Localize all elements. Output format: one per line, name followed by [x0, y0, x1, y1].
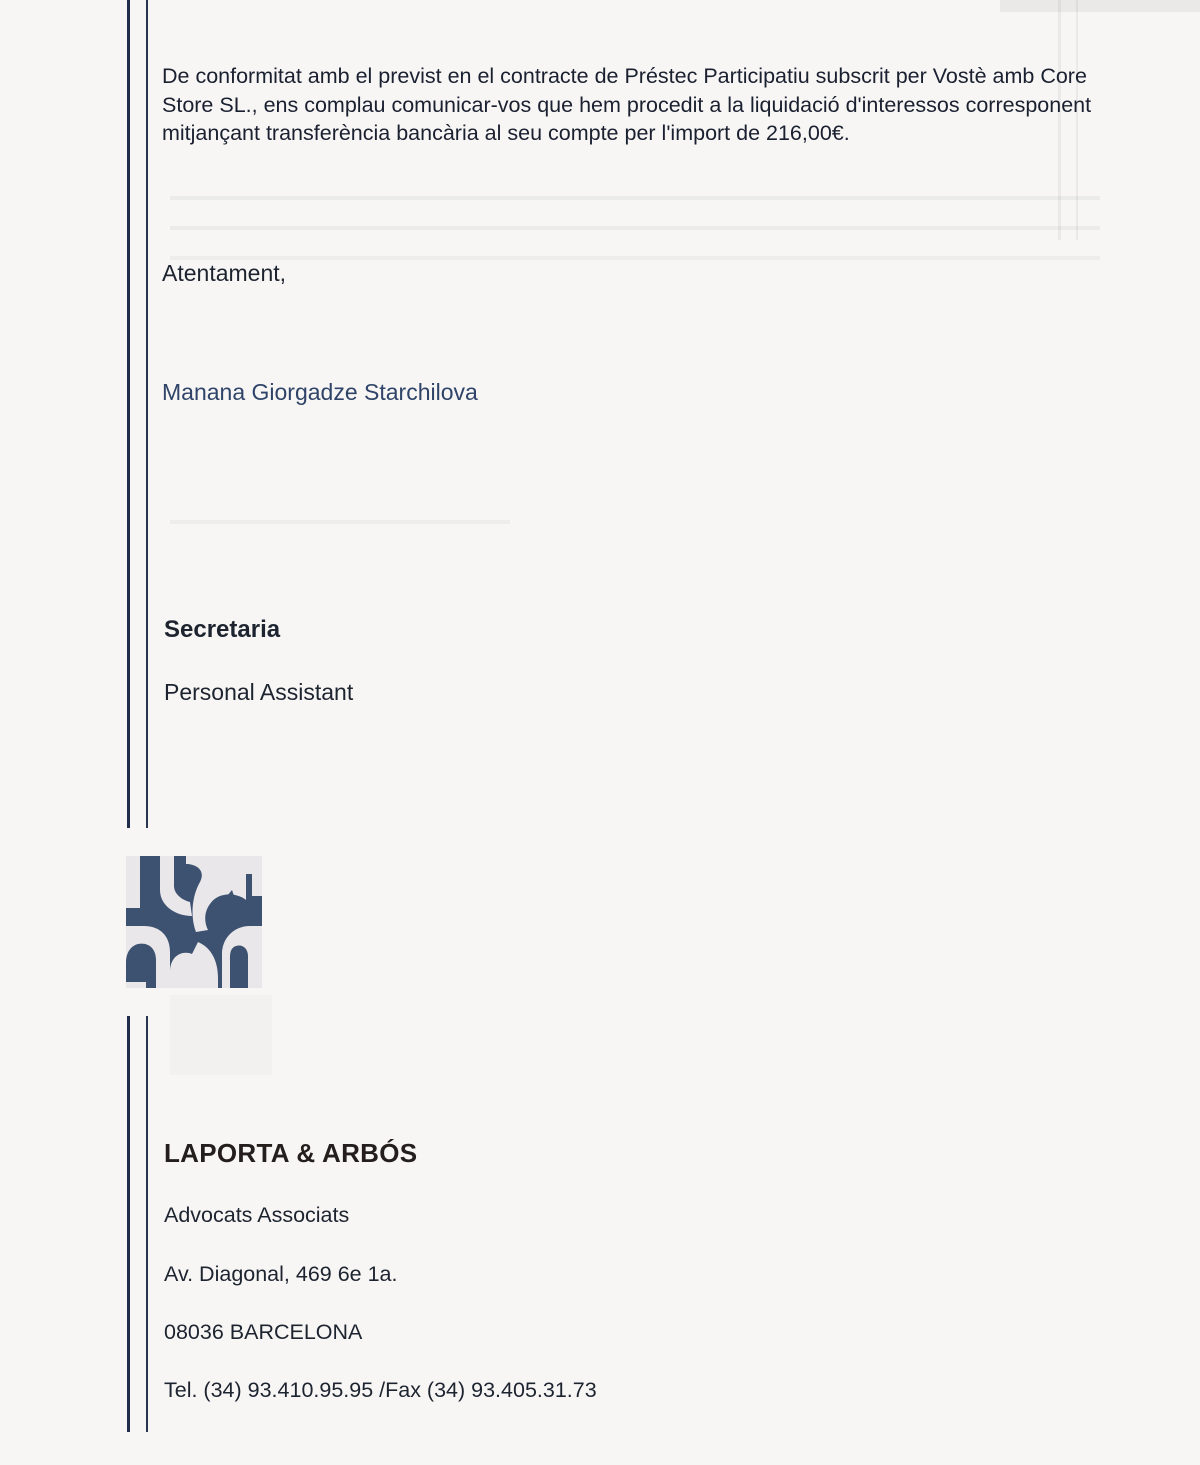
- show-through-texture: [170, 520, 510, 524]
- firm-name: LAPORTA & ARBÓS: [164, 1138, 418, 1168]
- show-through-texture: [170, 196, 1100, 200]
- show-through-texture: [170, 226, 1100, 230]
- show-through-texture: [1000, 0, 1200, 12]
- show-through-texture: [170, 256, 1100, 260]
- signer-name: Manana Giorgadze Starchilova: [162, 379, 478, 405]
- show-through-texture: [170, 995, 272, 1075]
- firm-address: Av. Diagonal, 469 6e 1a.: [164, 1262, 398, 1286]
- signer-role-english: Personal Assistant: [164, 679, 354, 705]
- left-rule-thick-lower: [127, 1016, 130, 1432]
- firm-subtitle: Advocats Associats: [164, 1203, 350, 1227]
- letter-body: De conformitat amb el previst en el contracte de Préstec Participatiu subscrit per Vostè amb Core Store SL., ens complau comunicar-vos que hem procedit a la liquidació d'interessos corresponent mitjançant transferència bancària al seu compte per l'import de 216,00€.: [162, 64, 1092, 145]
- monogram-graphic: [126, 856, 262, 988]
- letter-closing: Atentament,: [162, 260, 287, 286]
- left-rule-thin: [146, 0, 148, 828]
- left-rule-thin-lower: [146, 1016, 148, 1432]
- signer-role: Secretaria: [164, 616, 281, 643]
- firm-contact: Tel. (34) 93.410.95.95 /Fax (34) 93.405.31.73: [164, 1378, 597, 1402]
- laporta-arbos-monogram-icon: [126, 856, 262, 988]
- firm-city: 08036 BARCELONA: [164, 1320, 363, 1344]
- left-rule-thick: [127, 0, 130, 828]
